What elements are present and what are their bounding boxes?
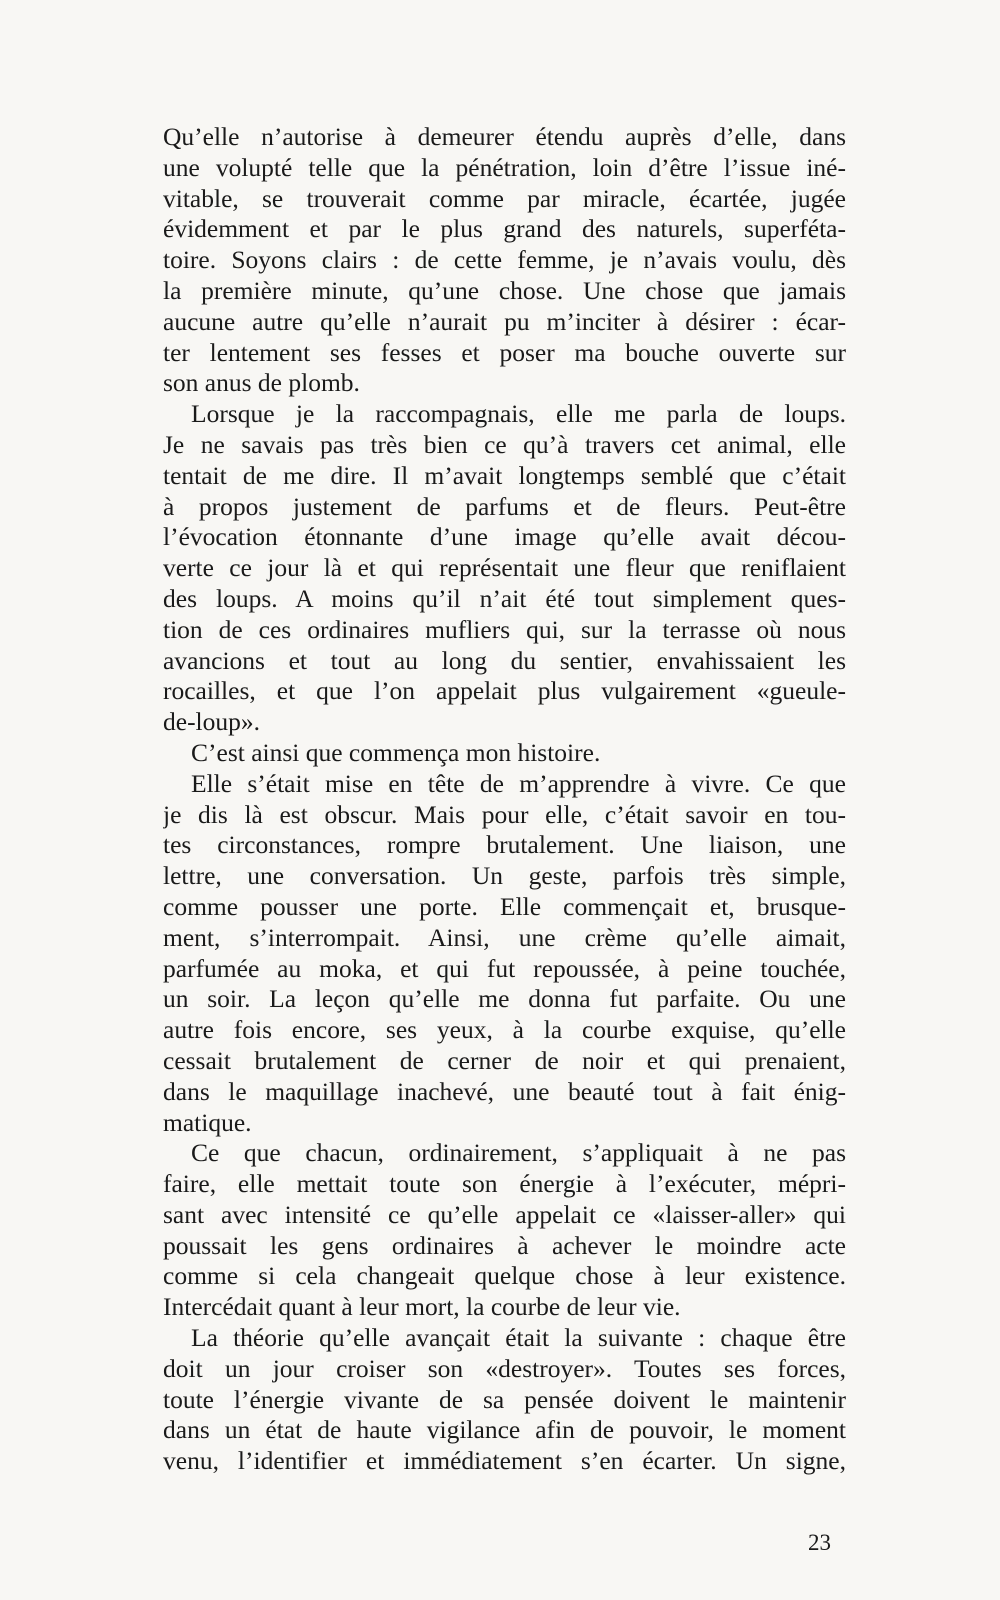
paragraph xyxy=(163,738,846,769)
paragraph xyxy=(163,1323,846,1477)
text-line: sant avec intensité ce qu’elle appelait ce «laisser-aller» qui xyxy=(163,1199,846,1229)
text-line: tion de ces ordinaires mufliers qui, sur la terrasse où nous xyxy=(163,614,846,644)
text-line: venu, l’identifier et immédiatement s’en écarter. Un signe, xyxy=(163,1446,846,1476)
paragraph xyxy=(163,1138,846,1323)
text-line: lettre, une conversation. Un geste, parfois très simple, xyxy=(163,861,846,891)
text-line: Ce que chacun, ordinairement, s’appliquait à ne pas xyxy=(191,1138,846,1168)
text-line: rocailles, et que l’on appelait plus vulgairement «gueule- xyxy=(163,676,846,706)
text-line: l’évocation étonnante d’une image qu’elle avait décou- xyxy=(163,522,846,552)
text-line: dans le maquillage inachevé, une beauté tout à fait énig- xyxy=(163,1076,846,1106)
text-line: cessait brutalement de cerner de noir et qui prenaient, xyxy=(163,1045,846,1075)
text-line: verte ce jour là et qui représentait une fleur que reniflaient xyxy=(163,553,846,583)
text-line: toire. Soyons clairs : de cette femme, je n’avais voulu, dès xyxy=(163,245,846,275)
text-line: dans un état de haute vigilance afin de pouvoir, le moment xyxy=(163,1415,846,1445)
text-line: Qu’elle n’autorise à demeurer étendu auprès d’elle, dans xyxy=(163,122,846,151)
text-line: aucune autre qu’elle n’aurait pu m’inciter à désirer : écar- xyxy=(163,306,846,336)
text-line: La théorie qu’elle avançait était la suivante : chaque être xyxy=(191,1323,846,1353)
paragraph xyxy=(163,399,846,738)
text-line: tentait de me dire. Il m’avait longtemps semblé que c’était xyxy=(163,460,846,490)
text-line: tes circonstances, rompre brutalement. Une liaison, une xyxy=(163,830,846,860)
text-line: un soir. La leçon qu’elle me donna fut parfaite. Ou une xyxy=(163,984,846,1014)
text-line: de-loup». xyxy=(163,707,261,737)
text-line: évidemment et par le plus grand des naturels, superféta- xyxy=(163,214,846,244)
text-line: Lorsque je la raccompagnais, elle me parla de loups. xyxy=(191,399,846,429)
page-number: 23 xyxy=(808,1530,831,1555)
text-line: comme pousser une porte. Elle commençait et, brusque- xyxy=(163,891,846,921)
text-line: toute l’énergie vivante de sa pensée doivent le maintenir xyxy=(163,1384,846,1414)
text-line: Intercédait quant à leur mort, la courbe de leur vie. xyxy=(163,1292,681,1322)
body-text xyxy=(163,122,846,1477)
text-line: vitable, se trouverait comme par miracle, écartée, jugée xyxy=(163,183,846,213)
text-line: je dis là est obscur. Mais pour elle, c’était savoir en tou- xyxy=(163,799,846,829)
paragraph xyxy=(163,769,846,1139)
text-line: C’est ainsi que commença mon histoire. xyxy=(191,737,601,767)
text-line: des loups. A moins qu’il n’ait été tout simplement ques- xyxy=(163,583,846,613)
text-line: parfumée au moka, et qui fut repoussée, à peine touchée, xyxy=(163,953,846,983)
text-line: une volupté telle que la pénétration, loin d’être l’issue iné- xyxy=(163,152,846,182)
text-line: ment, s’interrompait. Ainsi, une crème qu’elle aimait, xyxy=(163,922,846,952)
text-line: son anus de plomb. xyxy=(163,368,360,398)
text-line: ter lentement ses fesses et poser ma bouche ouverte sur xyxy=(163,337,846,367)
text-line: faire, elle mettait toute son énergie à l’exécuter, mépri- xyxy=(163,1169,846,1199)
text-line: la première minute, qu’une chose. Une chose que jamais xyxy=(163,275,846,305)
text-line: à propos justement de parfums et de fleurs. Peut-être xyxy=(163,491,846,521)
text-line: autre fois encore, ses yeux, à la courbe exquise, qu’elle xyxy=(163,1015,846,1045)
text-line: Je ne savais pas très bien ce qu’à travers cet animal, elle xyxy=(163,429,846,459)
text-line: avancions et tout au long du sentier, envahissaient les xyxy=(163,645,846,675)
text-line: poussait les gens ordinaires à achever le moindre acte xyxy=(163,1230,846,1260)
paragraph xyxy=(163,122,846,399)
text-line: matique. xyxy=(163,1107,252,1137)
text-line: comme si cela changeait quelque chose à leur existence. xyxy=(163,1261,846,1291)
text-line: doit un jour croiser son «destroyer». Toutes ses forces, xyxy=(163,1353,846,1383)
text-line: Elle s’était mise en tête de m’apprendre à vivre. Ce que xyxy=(191,768,846,798)
